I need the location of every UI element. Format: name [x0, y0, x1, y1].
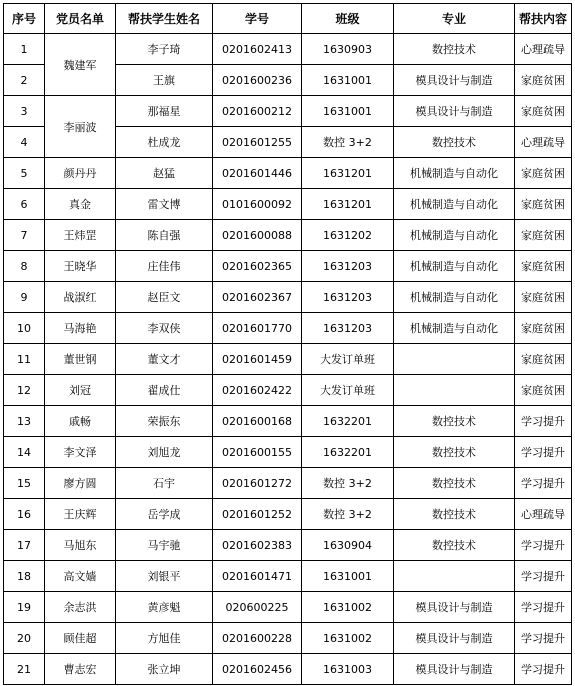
cell-major: 数控技术: [394, 530, 515, 561]
cell-student: 荣振东: [116, 406, 213, 437]
cell-content: 学习提升: [515, 561, 572, 592]
cell-id: 0201601459: [213, 344, 302, 375]
cell-content: 家庭贫困: [515, 251, 572, 282]
cell-class: 大发订单班: [302, 344, 394, 375]
cell-major: 模具设计与制造: [394, 96, 515, 127]
cell-no: 21: [4, 654, 45, 685]
cell-major: 数控技术: [394, 468, 515, 499]
cell-content: 学习提升: [515, 654, 572, 685]
cell-member: 马旭东: [45, 530, 116, 561]
cell-class: 1631002: [302, 592, 394, 623]
cell-student: 那福星: [116, 96, 213, 127]
cell-class: 1631201: [302, 158, 394, 189]
cell-no: 19: [4, 592, 45, 623]
cell-no: 10: [4, 313, 45, 344]
cell-content: 学习提升: [515, 530, 572, 561]
cell-id: 0201601471: [213, 561, 302, 592]
header-cell-major: 专业: [394, 4, 515, 34]
cell-member: 曹志宏: [45, 654, 116, 685]
cell-member: 董世钢: [45, 344, 116, 375]
cell-major: 数控技术: [394, 406, 515, 437]
cell-class: 1632201: [302, 437, 394, 468]
cell-major: 模具设计与制造: [394, 592, 515, 623]
cell-id: 0201602422: [213, 375, 302, 406]
cell-no: 13: [4, 406, 45, 437]
cell-class: 1631203: [302, 251, 394, 282]
cell-major: 数控技术: [394, 437, 515, 468]
cell-student: 赵猛: [116, 158, 213, 189]
cell-major: 数控技术: [394, 499, 515, 530]
aid-roster-table: [3, 3, 572, 685]
cell-id: 0201601255: [213, 127, 302, 158]
cell-no: 5: [4, 158, 45, 189]
table-row: [4, 189, 572, 220]
cell-content: 学习提升: [515, 437, 572, 468]
table-row: [4, 437, 572, 468]
cell-major: [394, 561, 515, 592]
header-cell-class: 班级: [302, 4, 394, 34]
cell-member: 余志洪: [45, 592, 116, 623]
cell-id: 0201602456: [213, 654, 302, 685]
cell-class: 1631003: [302, 654, 394, 685]
cell-id: 0201600236: [213, 65, 302, 96]
cell-member: 王庆辉: [45, 499, 116, 530]
cell-member: 战淑红: [45, 282, 116, 313]
table-row: [4, 468, 572, 499]
cell-student: 李子琦: [116, 34, 213, 65]
cell-student: 岳学成: [116, 499, 213, 530]
cell-no: 8: [4, 251, 45, 282]
cell-id: 0201601770: [213, 313, 302, 344]
cell-id: 0201602383: [213, 530, 302, 561]
cell-student: 石宇: [116, 468, 213, 499]
cell-member: 真金: [45, 189, 116, 220]
cell-member: 廖方圆: [45, 468, 116, 499]
cell-content: 心理疏导: [515, 127, 572, 158]
cell-major: 机械制造与自动化: [394, 158, 515, 189]
cell-major: [394, 375, 515, 406]
table-row: [4, 530, 572, 561]
cell-member: 高文嫱: [45, 561, 116, 592]
table-row: [4, 561, 572, 592]
cell-class: 1631001: [302, 96, 394, 127]
header-cell-student: 帮扶学生姓名: [116, 4, 213, 34]
cell-content: 家庭贫困: [515, 344, 572, 375]
cell-id: 020600225: [213, 592, 302, 623]
cell-content: 心理疏导: [515, 499, 572, 530]
cell-content: 学习提升: [515, 592, 572, 623]
cell-student: 董文才: [116, 344, 213, 375]
table-row: [4, 623, 572, 654]
cell-major: [394, 344, 515, 375]
table-row: [4, 282, 572, 313]
header-cell-no: 序号: [4, 4, 45, 34]
cell-class: 数控 3+2: [302, 468, 394, 499]
cell-id: 0201600168: [213, 406, 302, 437]
cell-major: 机械制造与自动化: [394, 251, 515, 282]
cell-student: 翟成仕: [116, 375, 213, 406]
header-cell-content: 帮扶内容: [515, 4, 572, 34]
cell-content: 家庭贫困: [515, 65, 572, 96]
table-row: [4, 251, 572, 282]
cell-id: 0201602367: [213, 282, 302, 313]
cell-class: 1631001: [302, 561, 394, 592]
cell-id: 0201601252: [213, 499, 302, 530]
cell-no: 20: [4, 623, 45, 654]
cell-major: 模具设计与制造: [394, 654, 515, 685]
cell-class: 1631002: [302, 623, 394, 654]
cell-student: 雷文博: [116, 189, 213, 220]
header-cell-id: 学号: [213, 4, 302, 34]
cell-major: 机械制造与自动化: [394, 220, 515, 251]
cell-id: 0201600155: [213, 437, 302, 468]
cell-class: 1631203: [302, 313, 394, 344]
table-row: [4, 375, 572, 406]
cell-content: 学习提升: [515, 623, 572, 654]
cell-content: 家庭贫困: [515, 189, 572, 220]
cell-member: 魏建军: [45, 34, 116, 96]
cell-no: 18: [4, 561, 45, 592]
table-row: [4, 592, 572, 623]
cell-no: 14: [4, 437, 45, 468]
cell-content: 家庭贫困: [515, 313, 572, 344]
cell-no: 17: [4, 530, 45, 561]
cell-class: 1631202: [302, 220, 394, 251]
cell-major: 机械制造与自动化: [394, 313, 515, 344]
cell-id: 0201602413: [213, 34, 302, 65]
cell-content: 家庭贫困: [515, 158, 572, 189]
header-cell-member: 党员名单: [45, 4, 116, 34]
cell-major: 模具设计与制造: [394, 623, 515, 654]
cell-member: 颜丹丹: [45, 158, 116, 189]
cell-member: 李文泽: [45, 437, 116, 468]
cell-content: 家庭贫困: [515, 220, 572, 251]
table-row: [4, 96, 572, 127]
cell-class: 1632201: [302, 406, 394, 437]
cell-student: 赵臣文: [116, 282, 213, 313]
cell-no: 11: [4, 344, 45, 375]
table-row: [4, 313, 572, 344]
cell-member: 戚畅: [45, 406, 116, 437]
header-row: [4, 4, 572, 34]
cell-content: 心理疏导: [515, 34, 572, 65]
cell-content: 学习提升: [515, 468, 572, 499]
cell-class: 1631001: [302, 65, 394, 96]
cell-student: 刘旭龙: [116, 437, 213, 468]
cell-no: 9: [4, 282, 45, 313]
cell-member: 刘冠: [45, 375, 116, 406]
table-row: [4, 344, 572, 375]
cell-member: 李丽波: [45, 96, 116, 158]
cell-no: 4: [4, 127, 45, 158]
table-body: [4, 34, 572, 685]
cell-major: 模具设计与制造: [394, 65, 515, 96]
table-row: [4, 499, 572, 530]
cell-class: 1631201: [302, 189, 394, 220]
cell-student: 刘银平: [116, 561, 213, 592]
cell-major: 数控技术: [394, 34, 515, 65]
table-row: [4, 654, 572, 685]
cell-no: 2: [4, 65, 45, 96]
cell-student: 杜成龙: [116, 127, 213, 158]
cell-major: 机械制造与自动化: [394, 189, 515, 220]
cell-class: 数控 3+2: [302, 127, 394, 158]
cell-no: 3: [4, 96, 45, 127]
cell-student: 马宇驰: [116, 530, 213, 561]
cell-class: 1630903: [302, 34, 394, 65]
cell-content: 家庭贫困: [515, 282, 572, 313]
cell-content: 家庭贫困: [515, 375, 572, 406]
cell-content: 家庭贫困: [515, 96, 572, 127]
cell-class: 大发订单班: [302, 375, 394, 406]
cell-student: 王旗: [116, 65, 213, 96]
cell-id: 0201600088: [213, 220, 302, 251]
cell-student: 张立坤: [116, 654, 213, 685]
cell-id: 0201600212: [213, 96, 302, 127]
cell-student: 方旭佳: [116, 623, 213, 654]
cell-content: 学习提升: [515, 406, 572, 437]
cell-major: 数控技术: [394, 127, 515, 158]
cell-id: 0101600092: [213, 189, 302, 220]
cell-id: 0201600228: [213, 623, 302, 654]
cell-id: 0201601272: [213, 468, 302, 499]
cell-member: 马海艳: [45, 313, 116, 344]
cell-id: 0201601446: [213, 158, 302, 189]
table-row: [4, 158, 572, 189]
cell-major: 机械制造与自动化: [394, 282, 515, 313]
cell-member: 王炜罡: [45, 220, 116, 251]
cell-member: 顾佳超: [45, 623, 116, 654]
table-row: [4, 220, 572, 251]
cell-class: 1630904: [302, 530, 394, 561]
cell-student: 黄彦魁: [116, 592, 213, 623]
cell-student: 庄佳伟: [116, 251, 213, 282]
table-row: [4, 34, 572, 65]
cell-no: 7: [4, 220, 45, 251]
cell-no: 15: [4, 468, 45, 499]
cell-class: 1631203: [302, 282, 394, 313]
cell-no: 12: [4, 375, 45, 406]
cell-no: 6: [4, 189, 45, 220]
cell-class: 数控 3+2: [302, 499, 394, 530]
cell-student: 李双侠: [116, 313, 213, 344]
cell-student: 陈自强: [116, 220, 213, 251]
cell-no: 16: [4, 499, 45, 530]
cell-id: 0201602365: [213, 251, 302, 282]
cell-member: 王晓华: [45, 251, 116, 282]
table-row: [4, 406, 572, 437]
cell-no: 1: [4, 34, 45, 65]
